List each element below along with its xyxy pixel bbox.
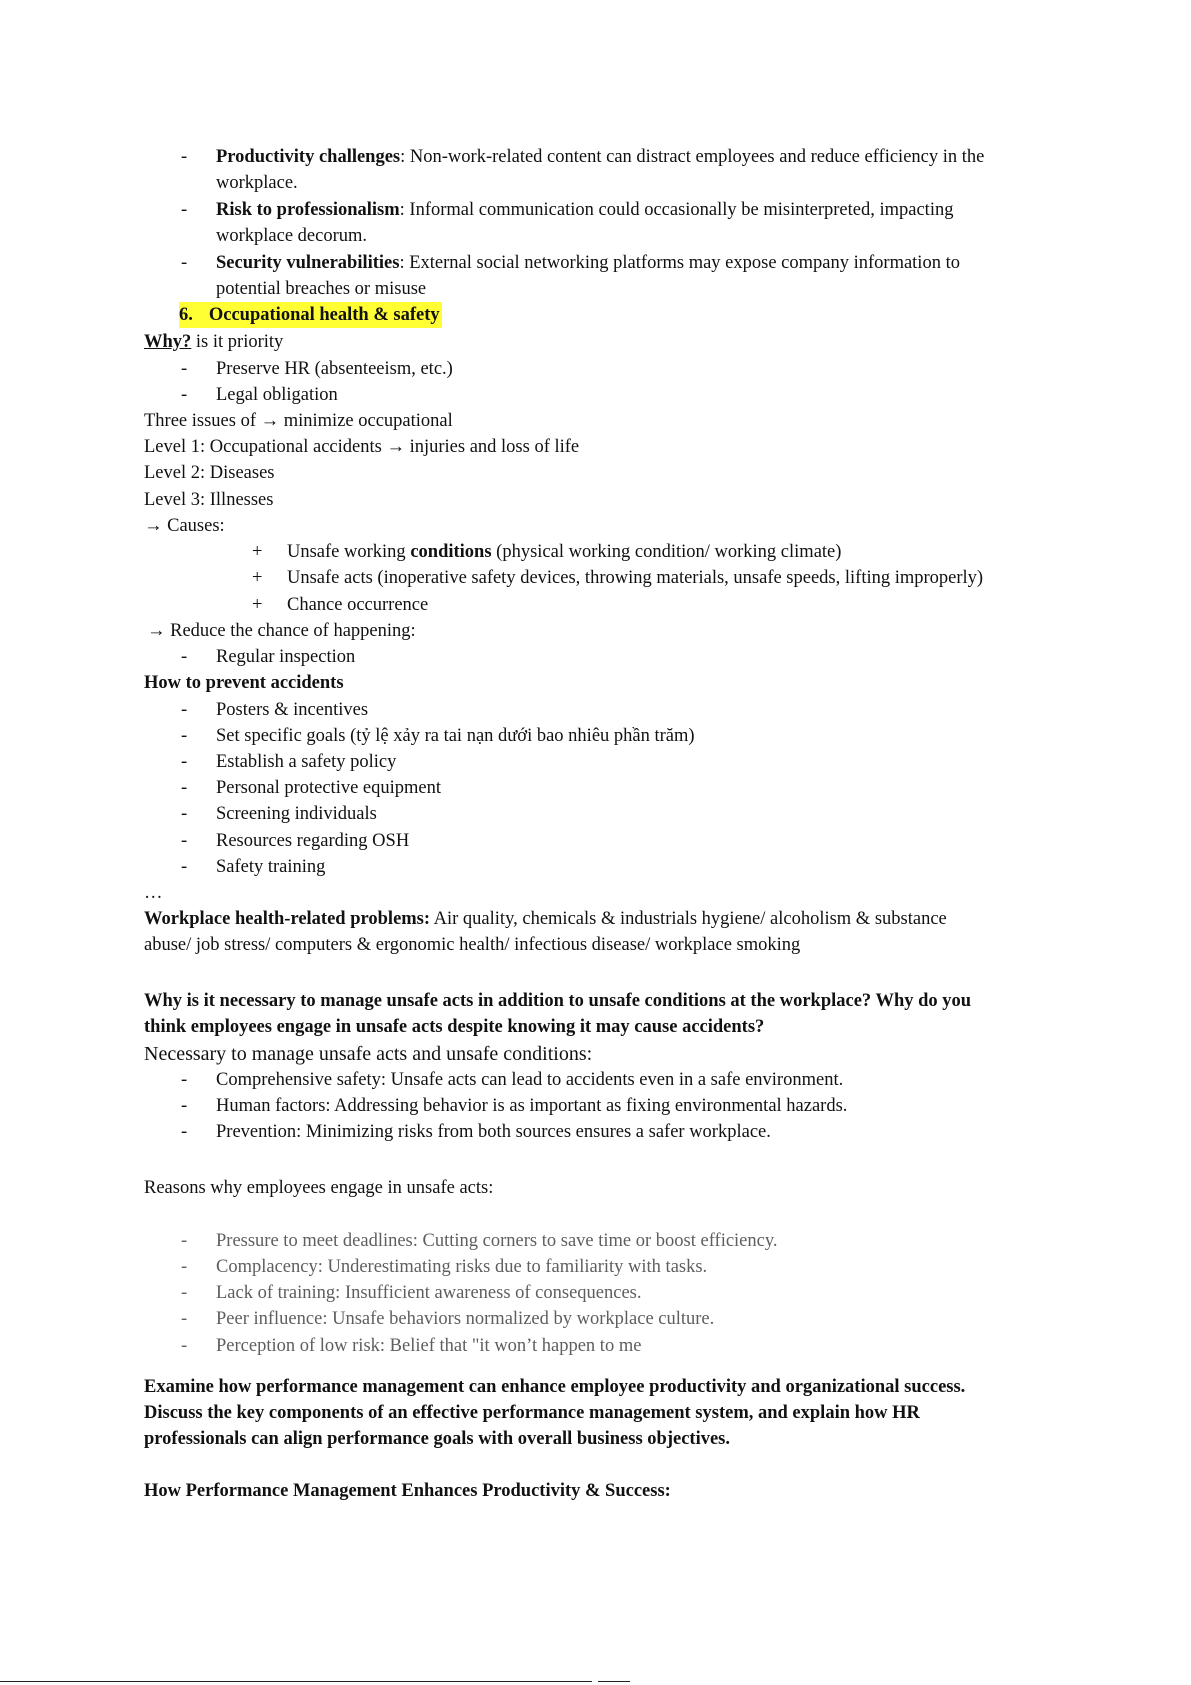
bullet-term: Productivity challenges bbox=[216, 147, 401, 167]
list-item-text: Comprehensive safety: Unsafe acts can lead to accidents even in a safe environment. bbox=[216, 1070, 844, 1090]
plus-item-bold: conditions bbox=[410, 542, 492, 562]
list-item-text: Perception of low risk: Belief that "it won’t happen to me bbox=[216, 1336, 642, 1356]
dash-bullet: - bbox=[181, 253, 188, 273]
dash-bullet: - bbox=[181, 831, 188, 851]
list-item-text: Complacency: Underestimating risks due to familiarity with tasks. bbox=[216, 1257, 708, 1277]
bullet-term: Risk to professionalism bbox=[216, 200, 400, 220]
dash-bullet: - bbox=[181, 726, 188, 746]
level-line: Level 1: Occupational accidents → injuries and loss of life bbox=[144, 437, 580, 457]
reduce-label: → Reduce the chance of happening: bbox=[147, 621, 416, 641]
bullet-text: : Informal communication could occasionally be misinterpreted, impacting bbox=[399, 200, 954, 220]
bullet-continuation: workplace. bbox=[216, 173, 298, 193]
bullet-text: : Non-work-related content can distract employees and reduce efficiency in the bbox=[400, 147, 985, 167]
dash-bullet: - bbox=[181, 1257, 188, 1277]
list-item-text: Screening individuals bbox=[216, 804, 377, 824]
dash-bullet: - bbox=[181, 1122, 188, 1142]
three-issues-line: Three issues of → minimize occupational bbox=[144, 411, 453, 431]
level-line: Level 2: Diseases bbox=[144, 463, 275, 483]
dash-bullet: - bbox=[181, 857, 188, 877]
list-item-text: Prevention: Minimizing risks from both sources ensures a safer workplace. bbox=[216, 1122, 771, 1142]
why-text: is it priority bbox=[191, 332, 284, 352]
list-item-text: Safety training bbox=[216, 857, 326, 877]
workplace-label: Workplace health-related problems: bbox=[144, 909, 431, 929]
plus-bullet: + bbox=[252, 542, 263, 562]
dash-bullet: - bbox=[181, 778, 188, 798]
list-item-text: Pressure to meet deadlines: Cutting corners to save time or boost efficiency. bbox=[216, 1231, 778, 1251]
question-line: Why is it necessary to manage unsafe acts in addition to unsafe conditions at the workplace? Why do you bbox=[144, 991, 972, 1011]
dash-bullet: - bbox=[181, 200, 188, 220]
why-line bbox=[144, 329, 283, 355]
plus-bullet: + bbox=[252, 568, 263, 588]
reasons-heading: Reasons why employees engage in unsafe acts: bbox=[144, 1178, 494, 1198]
dash-bullet: - bbox=[181, 1336, 188, 1356]
plus-item-text: Chance occurrence bbox=[287, 595, 429, 615]
question-line: professionals can align performance goals with overall business objectives. bbox=[144, 1429, 730, 1449]
plus-item-text: Unsafe acts (inoperative safety devices, throwing materials, unsafe speeds, lifting improperly) bbox=[287, 568, 984, 588]
ellipsis: … bbox=[144, 883, 163, 903]
plus-item-text: (physical working condition/ working climate) bbox=[491, 542, 842, 562]
dash-bullet: - bbox=[181, 700, 188, 720]
workplace-continuation: abuse/ job stress/ computers & ergonomic health/ infectious disease/ workplace smoking bbox=[144, 935, 801, 955]
question-line: Discuss the key components of an effective performance management system, and explain how HR bbox=[144, 1403, 920, 1423]
bullet-continuation: potential breaches or misuse bbox=[216, 279, 427, 299]
section-number: 6. bbox=[179, 305, 193, 325]
why-label: Why? bbox=[144, 332, 192, 352]
question-line: Examine how performance management can enhance employee productivity and organizational success. bbox=[144, 1377, 966, 1397]
dash-bullet: - bbox=[181, 752, 188, 772]
section-heading bbox=[179, 302, 442, 328]
dash-bullet: - bbox=[181, 1231, 188, 1251]
bullet-text: : External social networking platforms may expose company information to bbox=[399, 253, 960, 273]
plus-bullet: + bbox=[252, 595, 263, 615]
page-bottom-rule-short bbox=[598, 1681, 630, 1682]
list-item-text: Preserve HR (absenteeism, etc.) bbox=[216, 359, 453, 379]
final-heading: How Performance Management Enhances Productivity & Success: bbox=[144, 1481, 671, 1501]
workplace-problems bbox=[144, 906, 947, 932]
list-item-text: Posters & incentives bbox=[216, 700, 369, 720]
list-item-text: Peer influence: Unsafe behaviors normalized by workplace culture. bbox=[216, 1309, 715, 1329]
dash-bullet: - bbox=[181, 147, 188, 167]
dash-bullet: - bbox=[181, 1096, 188, 1116]
list-item-text: Regular inspection bbox=[216, 647, 356, 667]
level-line: Level 3: Illnesses bbox=[144, 490, 274, 510]
prevent-heading: How to prevent accidents bbox=[144, 673, 344, 693]
causes-label: → Causes: bbox=[144, 516, 225, 536]
section-title: Occupational health & safety bbox=[208, 305, 440, 325]
bullet-continuation: workplace decorum. bbox=[216, 226, 368, 246]
list-item-text: Legal obligation bbox=[216, 385, 338, 405]
dash-bullet: - bbox=[181, 385, 188, 405]
list-item-text: Establish a safety policy bbox=[216, 752, 397, 772]
plus-item-text: Unsafe working bbox=[287, 542, 411, 562]
list-item-text: Personal protective equipment bbox=[216, 778, 442, 798]
dash-bullet: - bbox=[181, 1070, 188, 1090]
necessary-heading: Necessary to manage unsafe acts and unsafe conditions: bbox=[144, 1043, 593, 1065]
list-item-text: Human factors: Addressing behavior is as important as fixing environmental hazards. bbox=[216, 1096, 848, 1116]
list-item-text: Resources regarding OSH bbox=[216, 831, 410, 851]
dash-bullet: - bbox=[181, 647, 188, 667]
dash-bullet: - bbox=[181, 804, 188, 824]
bullet-term: Security vulnerabilities bbox=[216, 253, 400, 273]
dash-bullet: - bbox=[181, 1309, 188, 1329]
list-item-text: Lack of training: Insufficient awareness of consequences. bbox=[216, 1283, 642, 1303]
dash-bullet: - bbox=[181, 1283, 188, 1303]
question-line: think employees engage in unsafe acts despite knowing it may cause accidents? bbox=[144, 1017, 765, 1037]
page-bottom-rule bbox=[0, 1681, 592, 1682]
list-item-text: Set specific goals (tỷ lệ xảy ra tai nạn dưới bao nhiêu phần trăm) bbox=[216, 726, 695, 746]
workplace-text: Air quality, chemicals & industrials hygiene/ alcoholism & substance bbox=[430, 909, 947, 929]
dash-bullet: - bbox=[181, 359, 188, 379]
